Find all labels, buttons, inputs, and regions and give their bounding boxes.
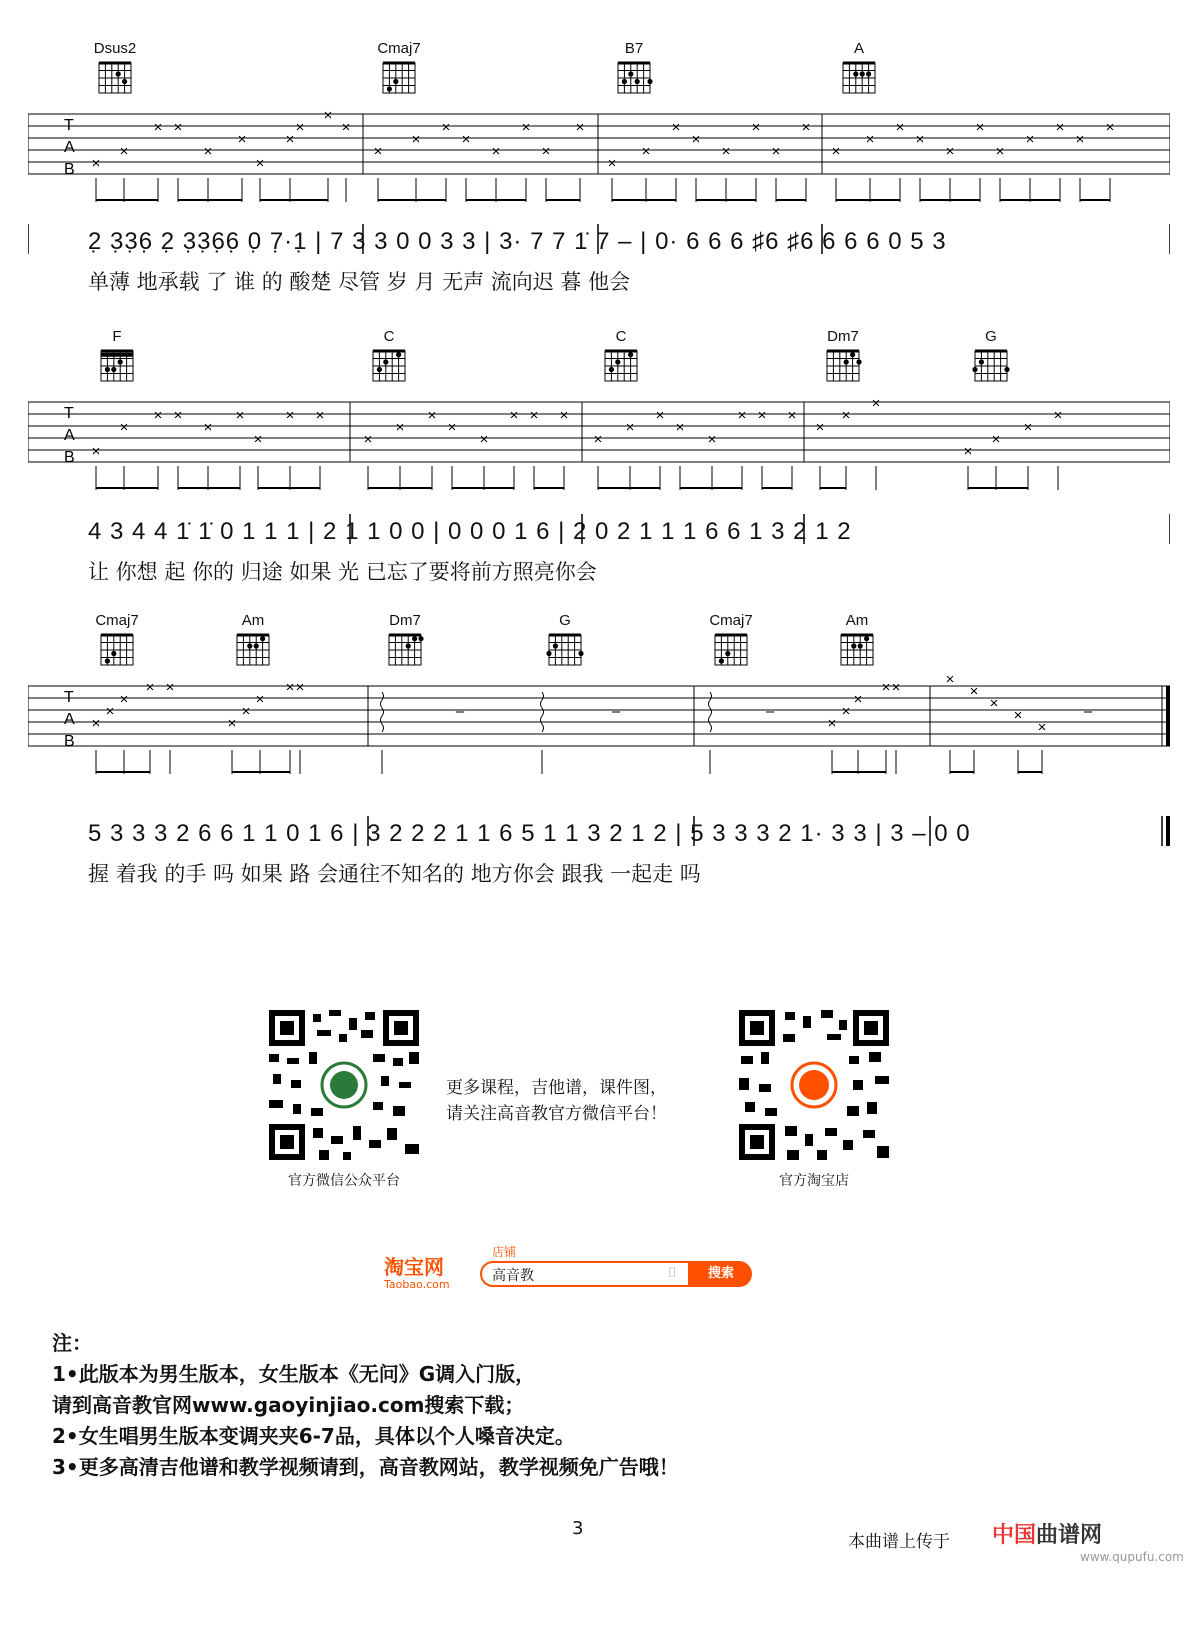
svg-text:×: × xyxy=(945,674,955,688)
svg-text:×: × xyxy=(1053,407,1063,424)
svg-text:×: × xyxy=(427,407,437,424)
chord-diagram xyxy=(542,612,588,669)
chord-diagram xyxy=(366,328,412,385)
chord-diagram xyxy=(92,40,138,97)
svg-text:×: × xyxy=(255,691,265,708)
svg-text:×: × xyxy=(707,431,717,448)
chord-name: G xyxy=(559,612,571,629)
svg-text:×: × xyxy=(91,443,101,460)
chord-diagram xyxy=(94,612,140,669)
chord-diagram xyxy=(382,612,428,669)
svg-text:×: × xyxy=(119,143,129,160)
svg-text:T: T xyxy=(64,405,74,422)
chord-name: C xyxy=(615,328,627,345)
chord-diagram xyxy=(94,328,140,385)
svg-text:×: × xyxy=(479,431,489,448)
svg-text:×: × xyxy=(963,443,973,460)
svg-text:×: × xyxy=(315,407,325,424)
svg-text:×: × xyxy=(441,119,451,136)
svg-text:T: T xyxy=(64,689,74,706)
chord-diagram xyxy=(598,328,644,385)
chord-name: Cmaj7 xyxy=(709,612,753,629)
chord-diagram xyxy=(230,612,276,669)
svg-text:×: × xyxy=(771,143,781,160)
svg-text:×: × xyxy=(373,143,383,160)
svg-text:×: × xyxy=(641,143,651,160)
lyrics: 单薄 地承载 了 谁 的 酸楚 尽管 岁 月 无声 流向迟 暮 他会 xyxy=(88,270,631,294)
taobao-logo-sub: Taobao.com xyxy=(384,1278,450,1291)
notes-line: 2•女生唱男生版本变调夹夹6-7品，具体以个人嗓音决定。 xyxy=(52,1424,575,1448)
chord-row xyxy=(0,40,1200,100)
svg-text:×: × xyxy=(153,119,163,136)
svg-text:×: × xyxy=(1023,419,1033,436)
qr-code-icon xyxy=(739,1010,889,1160)
svg-text:×: × xyxy=(363,431,373,448)
fretboard-grid xyxy=(385,631,425,669)
chord-name: F xyxy=(112,328,122,345)
svg-text:×: × xyxy=(801,119,811,136)
svg-text:×: × xyxy=(1055,119,1065,136)
taobao-logo-text: 淘宝网 xyxy=(384,1255,444,1279)
svg-text:×: × xyxy=(285,679,295,696)
svg-text:×: × xyxy=(671,119,681,136)
svg-text:×: × xyxy=(787,407,797,424)
svg-text:×: × xyxy=(173,407,183,424)
site-logo-text: 曲谱网 xyxy=(1036,1523,1103,1548)
fretboard-grid xyxy=(601,347,641,385)
chord-diagram xyxy=(708,612,754,669)
svg-text:×: × xyxy=(509,407,519,424)
svg-text:×: × xyxy=(203,143,213,160)
notes-section xyxy=(52,1328,679,1483)
svg-text:×: × xyxy=(831,143,841,160)
svg-text:×: × xyxy=(1025,131,1035,148)
chord-name: Dm7 xyxy=(389,612,421,629)
svg-text:×: × xyxy=(991,431,1001,448)
notes-title: 注： xyxy=(52,1331,92,1355)
fretboard-grid xyxy=(823,347,863,385)
svg-text:×: × xyxy=(529,407,539,424)
fretboard-grid xyxy=(95,59,135,97)
svg-text:×: × xyxy=(91,155,101,172)
svg-text:×: × xyxy=(491,143,501,160)
svg-text:×: × xyxy=(751,119,761,136)
chord-name: A xyxy=(853,40,864,57)
svg-text:×: × xyxy=(995,143,1005,160)
svg-text:×: × xyxy=(153,407,163,424)
svg-text:×: × xyxy=(285,131,295,148)
qr-taobao xyxy=(734,1010,894,1190)
svg-text:×: × xyxy=(1013,707,1023,724)
svg-text:×: × xyxy=(1037,719,1047,736)
svg-text:×: × xyxy=(865,131,875,148)
svg-text:×: × xyxy=(105,703,115,720)
svg-text:×: × xyxy=(989,695,999,712)
chord-name: Cmaj7 xyxy=(95,612,139,629)
svg-text:×: × xyxy=(165,679,175,696)
qr-wechat xyxy=(264,1010,424,1190)
svg-text:T: T xyxy=(64,117,74,134)
numbered-notation: 4 3 4 4 1̇ 1̇ 0 1 1 1 | 2 1 1 0 0 | 0 0 0 1 6 | 2 0 2 1 1 1 6 6 1 3 2 1 2 xyxy=(88,518,852,545)
svg-text:B: B xyxy=(64,161,75,178)
promo-line: 请关注高音教官方微信平台！ xyxy=(446,1104,667,1124)
fretboard-grid xyxy=(839,59,879,97)
svg-text:×: × xyxy=(411,131,421,148)
svg-text:A: A xyxy=(64,711,75,728)
svg-text:×: × xyxy=(1105,119,1115,136)
chord-diagram xyxy=(611,40,657,97)
chord-name: C xyxy=(383,328,395,345)
tab-staff xyxy=(28,674,1170,750)
svg-text:×: × xyxy=(721,143,731,160)
chord-diagram xyxy=(376,40,422,97)
svg-text:×: × xyxy=(853,691,863,708)
site-url: www.qupufu.com xyxy=(1080,1550,1184,1564)
svg-text:×: × xyxy=(757,407,767,424)
svg-text:×: × xyxy=(521,119,531,136)
svg-text:–: – xyxy=(765,703,775,720)
promo-text xyxy=(446,1075,746,1127)
svg-text:×: × xyxy=(691,131,701,148)
svg-text:×: × xyxy=(593,431,603,448)
qr-caption: 官方淘宝店 xyxy=(779,1173,849,1189)
svg-text:–: – xyxy=(455,703,465,720)
tab-staff-lines xyxy=(28,390,1170,490)
svg-text:×: × xyxy=(295,679,305,696)
page-number: 3 xyxy=(572,1518,584,1539)
shop-tag: 店铺 xyxy=(492,1245,517,1259)
svg-text:×: × xyxy=(241,703,251,720)
chord-diagram xyxy=(836,40,882,97)
numbered-notation: 2̣ 3̣3̣6̣ 2̣ 3̣3̣6̣6̣ 0̣ 7̣·1̣ | 7 3 3 0 0 3 3 | 3· 7 7 1̇ 7 – | 0· 6 6 6 ♯6 ♯6 6 6 6 0 5 3 xyxy=(88,228,947,255)
svg-text:×: × xyxy=(119,419,129,436)
fretboard-grid xyxy=(837,631,877,669)
svg-text:A: A xyxy=(64,427,75,444)
numbered-notation: 5 3 3 3 2 6 6 1 1 0 1 6 | 3 2 2 2 1 1 6 5 1 1 3 2 1 2 | 5 3 3 3 2 1· 3 3 | 3 – 0 0 xyxy=(88,820,971,847)
svg-text:×: × xyxy=(891,679,901,696)
notes-line: 1•此版本为男生版本，女生版本《无问》G调入门版， xyxy=(52,1362,536,1386)
fretboard-grid xyxy=(369,347,409,385)
svg-text:×: × xyxy=(559,407,569,424)
svg-text:×: × xyxy=(975,119,985,136)
svg-text:×: × xyxy=(675,419,685,436)
svg-text:×: × xyxy=(737,407,747,424)
svg-text:×: × xyxy=(255,155,265,172)
promo-line: 更多课程，吉他谱，课件图， xyxy=(446,1078,667,1098)
svg-text:×: × xyxy=(203,419,213,436)
lyrics: 握 着我 的手 吗 如果 路 会通往不知名的 地方你会 跟我 一起走 吗 xyxy=(88,862,701,886)
svg-text:×: × xyxy=(253,431,263,448)
tab-staff xyxy=(28,102,1170,178)
svg-text:–: – xyxy=(1083,703,1093,720)
svg-text:×: × xyxy=(541,143,551,160)
svg-text:×: × xyxy=(237,131,247,148)
chord-name: G xyxy=(985,328,997,345)
svg-text:×: × xyxy=(871,395,881,412)
camera-icon[interactable]: ⌷ xyxy=(668,1265,677,1281)
qr-code-icon xyxy=(269,1010,419,1160)
chord-name: Cmaj7 xyxy=(377,40,421,57)
svg-text:×: × xyxy=(173,119,183,136)
svg-text:×: × xyxy=(841,703,851,720)
taobao-search-banner xyxy=(384,1243,764,1293)
jianpu-line xyxy=(28,222,1170,302)
svg-text:×: × xyxy=(969,683,979,700)
upload-label: 本曲谱上传于 xyxy=(848,1532,950,1552)
svg-text:×: × xyxy=(145,679,155,696)
chord-diagram xyxy=(968,328,1014,385)
svg-text:B: B xyxy=(64,449,75,466)
fretboard-grid xyxy=(97,347,137,385)
svg-text:×: × xyxy=(841,407,851,424)
svg-text:×: × xyxy=(945,143,955,160)
svg-text:×: × xyxy=(655,407,665,424)
jianpu-line xyxy=(28,512,1170,592)
svg-text:B: B xyxy=(64,733,75,750)
tab-staff xyxy=(28,390,1170,466)
chord-diagram xyxy=(834,612,880,669)
chord-name: Dm7 xyxy=(827,328,859,345)
lyrics: 让 你想 起 你的 归途 如果 光 已忘了要将前方照亮你会 xyxy=(88,560,597,584)
svg-text:×: × xyxy=(395,419,405,436)
fretboard-grid xyxy=(711,631,751,669)
svg-text:×: × xyxy=(91,715,101,732)
site-logo xyxy=(992,1518,1102,1549)
svg-text:×: × xyxy=(447,419,457,436)
svg-text:×: × xyxy=(119,691,129,708)
svg-text:×: × xyxy=(235,407,245,424)
chord-row xyxy=(0,612,1200,672)
fretboard-grid xyxy=(97,631,137,669)
svg-text:×: × xyxy=(227,715,237,732)
svg-text:×: × xyxy=(461,131,471,148)
fretboard-grid xyxy=(971,347,1011,385)
svg-text:×: × xyxy=(625,419,635,436)
svg-text:A: A xyxy=(64,139,75,156)
chord-name: Am xyxy=(845,612,869,629)
notes-line: 请到高音教官网www.gaoyinjiao.com搜索下载； xyxy=(52,1393,525,1417)
svg-text:×: × xyxy=(285,407,295,424)
svg-text:×: × xyxy=(895,119,905,136)
taobao-search-button[interactable]: 搜索 xyxy=(690,1261,752,1287)
chord-name: Dsus2 xyxy=(93,40,137,57)
taobao-logo xyxy=(384,1251,450,1291)
svg-text:×: × xyxy=(1075,131,1085,148)
svg-text:×: × xyxy=(607,155,617,172)
svg-text:×: × xyxy=(575,119,585,136)
chord-row xyxy=(0,328,1200,388)
notes-line: 3•更多高清吉他谱和教学视频请到，高音教网站，教学视频免广告哦！ xyxy=(52,1455,679,1479)
svg-text:×: × xyxy=(881,679,891,696)
svg-text:×: × xyxy=(295,119,305,136)
tab-staff-lines xyxy=(28,102,1170,202)
qr-caption: 官方微信公众平台 xyxy=(288,1173,400,1189)
jianpu-line xyxy=(28,814,1170,894)
site-logo-text: 中国 xyxy=(992,1523,1037,1548)
fretboard-grid xyxy=(379,59,419,97)
svg-text:×: × xyxy=(915,131,925,148)
svg-text:–: – xyxy=(611,703,621,720)
svg-text:×: × xyxy=(827,715,837,732)
fretboard-grid xyxy=(614,59,654,97)
chord-diagram xyxy=(820,328,866,385)
chord-name: Am xyxy=(241,612,265,629)
tab-staff-lines xyxy=(28,674,1170,774)
fretboard-grid xyxy=(545,631,585,669)
fretboard-grid xyxy=(233,631,273,669)
svg-text:×: × xyxy=(341,119,351,136)
svg-text:×: × xyxy=(323,107,333,124)
taobao-search-input[interactable]: 高音教 xyxy=(480,1261,690,1287)
chord-name: B7 xyxy=(624,40,644,57)
svg-text:×: × xyxy=(815,419,825,436)
